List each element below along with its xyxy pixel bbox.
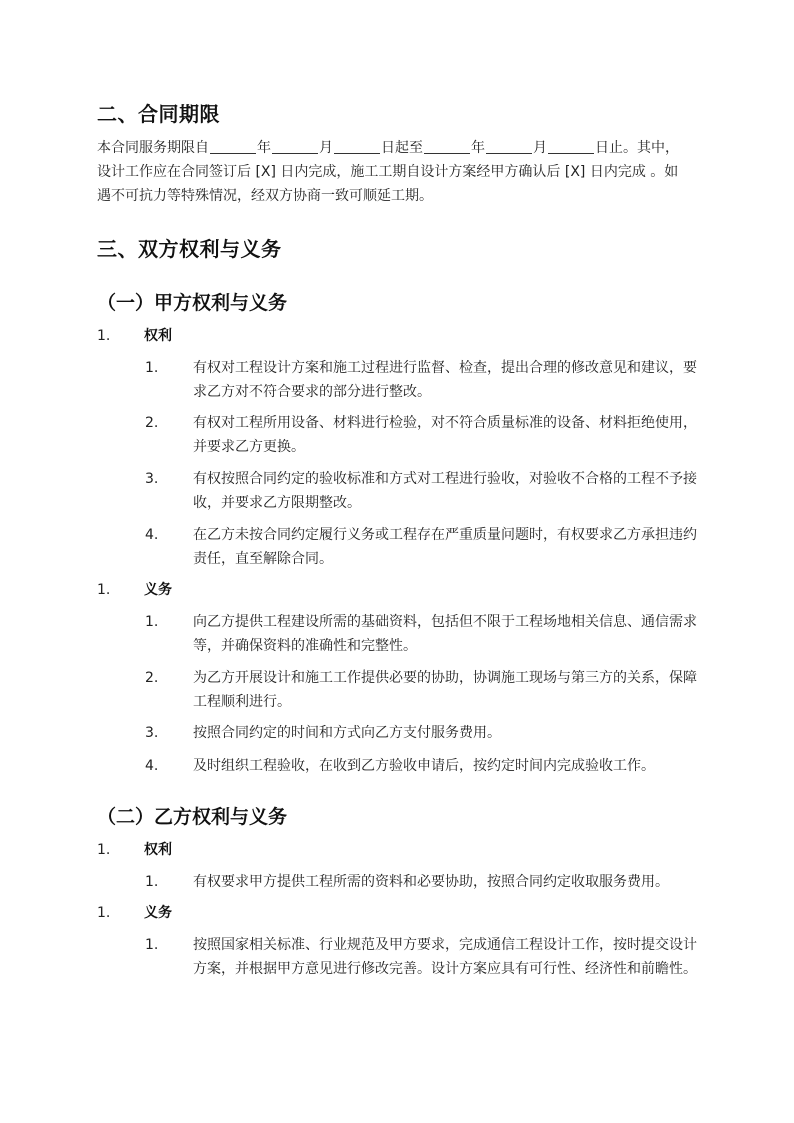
contract-term-line-1 xyxy=(97,136,701,160)
list-text: 有权对工程设计方案和施工过程进行监督、检查，提出合理的修改意见和建议，要求乙方对不符合要求的部分进行整改。 xyxy=(193,360,697,400)
text-fragment: 日起至 xyxy=(381,140,423,156)
blank-field xyxy=(548,139,594,154)
list-number: 1. xyxy=(145,937,159,953)
section-title-contract-term: 二、合同期限 xyxy=(97,102,220,126)
text-fragment: 月 xyxy=(319,140,333,156)
subsection-title-party-a: （一）甲方权利与义务 xyxy=(97,292,288,314)
list-text: 按照国家相关标准、行业规范及甲方要求，完成通信工程设计工作，按时提交设计方案，并根据甲方意见进行修改完善。设计方案应具有可行性、经济性和前瞻性。 xyxy=(193,937,697,977)
list-number: 3. xyxy=(145,725,159,741)
blank-field xyxy=(486,139,532,154)
list-number: 1. xyxy=(97,328,111,344)
text-fragment: 日止。其中， xyxy=(595,140,679,156)
list-number: 2. xyxy=(145,670,159,686)
list-label: 义务 xyxy=(144,905,172,921)
text-fragment: 年 xyxy=(471,140,485,156)
section-title-rights-obligations: 三、双方权利与义务 xyxy=(97,237,282,261)
blank-field xyxy=(424,139,470,154)
list-number: 1. xyxy=(145,614,159,630)
blank-field xyxy=(272,139,318,154)
list-text: 在乙方未按合同约定履行义务或工程存在严重质量问题时，有权要求乙方承担违约责任，直至解除合同。 xyxy=(193,527,697,567)
list-number: 1. xyxy=(97,905,111,921)
blank-field xyxy=(210,139,256,154)
list-text: 有权按照合同约定的验收标准和方式对工程进行验收，对验收不合格的工程不予接收，并要求乙方限期整改。 xyxy=(193,471,697,511)
contract-term-paragraph xyxy=(97,136,701,208)
list-text: 有权对工程所用设备、材料进行检验，对不符合质量标准的设备、材料拒绝使用，并要求乙方更换。 xyxy=(193,415,697,455)
list-number: 2. xyxy=(145,415,159,431)
contract-term-line-2: 设计工作应在合同签订后 [X] 日内完成，施工工期自设计方案经甲方确认后 [X] 日内完成 。如 xyxy=(97,164,679,180)
list-text: 为乙方开展设计和施工工作提供必要的协助，协调施工现场与第三方的关系，保障工程顺利进行。 xyxy=(193,670,697,710)
list-text: 有权要求甲方提供工程所需的资料和必要协助，按照合同约定收取服务费用。 xyxy=(193,874,669,890)
list-label: 权利 xyxy=(144,842,172,858)
list-number: 1. xyxy=(145,360,159,376)
list-number: 4. xyxy=(145,527,159,543)
text-fragment: 月 xyxy=(533,140,547,156)
list-label: 权利 xyxy=(144,328,172,344)
list-label: 义务 xyxy=(144,582,172,598)
blank-field xyxy=(334,139,380,154)
text-fragment: 本合同服务期限自 xyxy=(97,140,209,156)
text-fragment: 年 xyxy=(257,140,271,156)
contract-term-line-3: 遇不可抗力等特殊情况，经双方协商一致可顺延工期。 xyxy=(97,188,433,204)
list-number: 3. xyxy=(145,471,159,487)
list-number: 1. xyxy=(145,874,159,890)
list-number: 4. xyxy=(145,758,159,774)
list-text: 向乙方提供工程建设所需的基础资料，包括但不限于工程场地相关信息、通信需求等，并确保资料的准确性和完整性。 xyxy=(193,614,697,654)
list-text: 及时组织工程验收，在收到乙方验收申请后，按约定时间内完成验收工作。 xyxy=(193,758,655,774)
list-text: 按照合同约定的时间和方式向乙方支付服务费用。 xyxy=(193,725,501,741)
list-number: 1. xyxy=(97,842,111,858)
list-number: 1. xyxy=(97,582,111,598)
subsection-title-party-b: （二）乙方权利与义务 xyxy=(97,806,288,828)
